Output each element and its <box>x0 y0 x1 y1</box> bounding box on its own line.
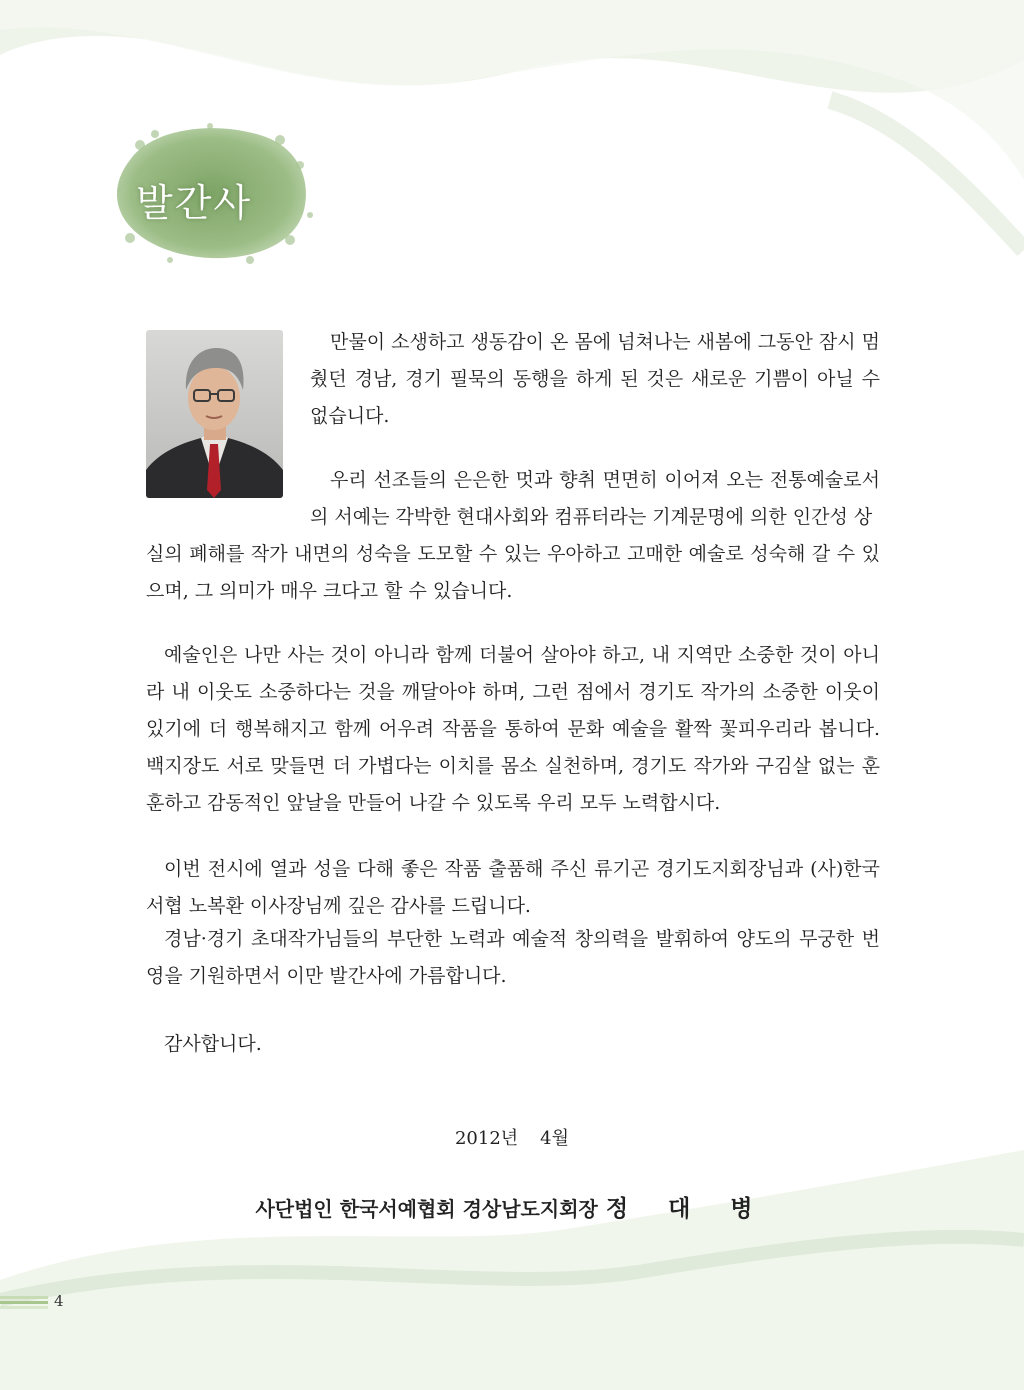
publication-date <box>0 1124 1024 1150</box>
date-year: 2012년 <box>454 1128 519 1149</box>
paragraph-greeting: 만물이 소생하고 생동감이 온 몸에 넘쳐나는 새봄에 그동안 잠시 멈췄던 경남, 경기 필묵의 동행을 하게 된 것은 새로운 기쁨이 아닐 수 없습니다. <box>310 331 880 427</box>
date-month: 4월 <box>540 1128 570 1149</box>
signature-name: 정 대 병 <box>605 1196 769 1222</box>
signature-organization: 사단법인 한국서예협회 경상남도지회장 <box>255 1197 598 1221</box>
paragraph-thanks: 이번 전시에 열과 성을 다해 좋은 작품 출품해 주신 류기곤 경기도지회장님과 (사)한국서협 노복환 이사장님께 깊은 감사를 드립니다. <box>146 858 880 917</box>
page-number: 4 <box>54 1292 64 1310</box>
paragraph-tradition-part1: 우리 선조들의 은은한 멋과 향취 면면히 이어져 오는 전통예술로서의 서예는 각박한 현대사회와 컴퓨터라는 기계문명에 의한 인간성 상 <box>310 469 880 528</box>
paragraph-wishes: 경남·경기 초대작가님들의 부단한 노력과 예술적 창의력을 발휘하여 양도의 무궁한 번영을 기원하면서 이만 발간사에 가름합니다. <box>146 928 880 987</box>
page-number-lines <box>0 1296 52 1310</box>
signature <box>0 1190 1024 1223</box>
paragraph-tradition-part2: 실의 폐해를 작가 내면의 성숙을 도모할 수 있는 우아하고 고매한 예술로 성숙해 갈 수 있으며, 그 의미가 매우 크다고 할 수 있습니다. <box>146 543 880 602</box>
page-title: 발간사 <box>136 181 253 225</box>
author-portrait <box>146 330 283 498</box>
heading-badge <box>110 120 320 270</box>
paragraph-artists-together: 예술인은 나만 사는 것이 아니라 함께 더불어 살아야 하고, 내 지역만 소중한 것이 아니라 내 이웃도 소중하다는 것을 깨달아야 하며, 그런 점에서 경기도 작가의 소중한 이웃이 있기에 더 행복해지고 함께 어우려 작품을 통하여 문화 예술을 활짝 꽃피우리라 봅니다. 백지장도 서로 맞들면 더 가볍다는 이치를 몸소 실천하며, 경기도 작가와 구김살 없는 훈훈하고 감동적인 앞날을 만들어 나갈 수 있도록 우리 모두 노력합시다. <box>146 644 880 814</box>
paragraph-closing: 감사합니다. <box>164 1033 262 1055</box>
